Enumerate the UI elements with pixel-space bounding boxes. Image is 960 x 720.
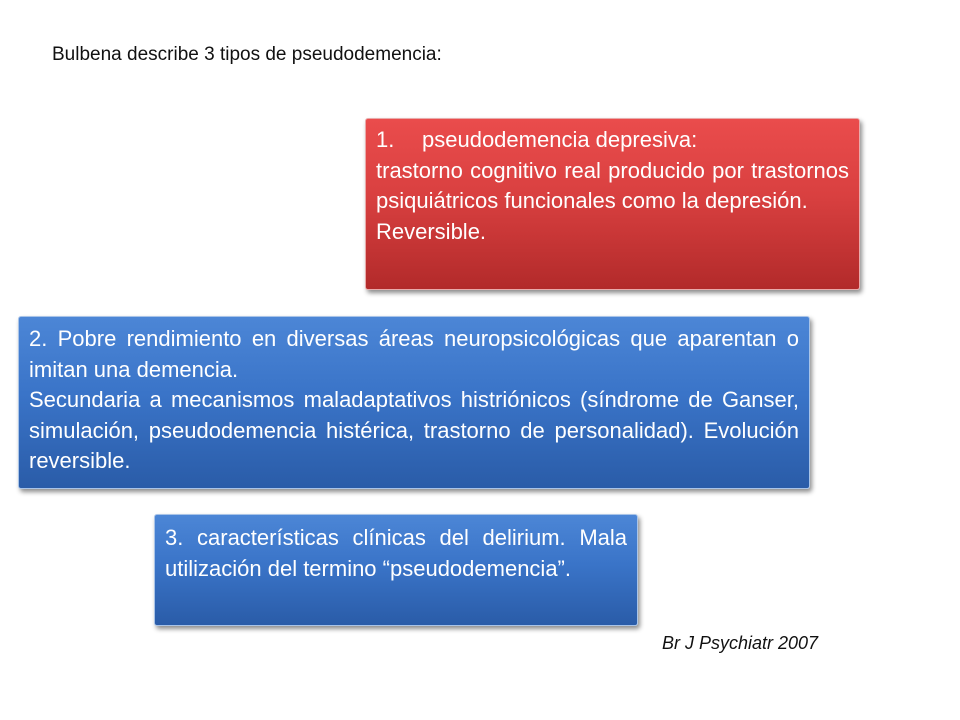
- box1-heading-line: [376, 125, 849, 156]
- box3-text: 3. características clínicas del delirium. Mala utilización del termino “pseudodemencia”.: [165, 525, 627, 581]
- box-neuropsychological-performance: [18, 316, 810, 489]
- box1-body: trastorno cognitivo real producido por trastornos psiquiátricos funcionales como la depresión.: [376, 157, 849, 213]
- intro-text: Bulbena describe 3 tipos de pseudodemencia:: [52, 44, 442, 65]
- box-depressive-pseudodementia: [365, 118, 860, 290]
- citation: Br J Psychiatr 2007: [662, 633, 819, 653]
- box2-line1: 2. Pobre rendimiento en diversas áreas neuropsicológicas que aparentan o imitan una demencia.: [29, 326, 799, 382]
- box2-line2: Secundaria a mecanismos maladaptativos histriónicos (síndrome de Ganser, simulación, pseudodemencia histérica, trastorno de personalidad). Evolución reversible.: [29, 387, 799, 473]
- box-delirium: [154, 514, 638, 626]
- box1-heading: pseudodemencia depresiva:: [422, 127, 698, 152]
- box1-number: 1.: [376, 127, 395, 152]
- box1-note: Reversible.: [376, 218, 487, 244]
